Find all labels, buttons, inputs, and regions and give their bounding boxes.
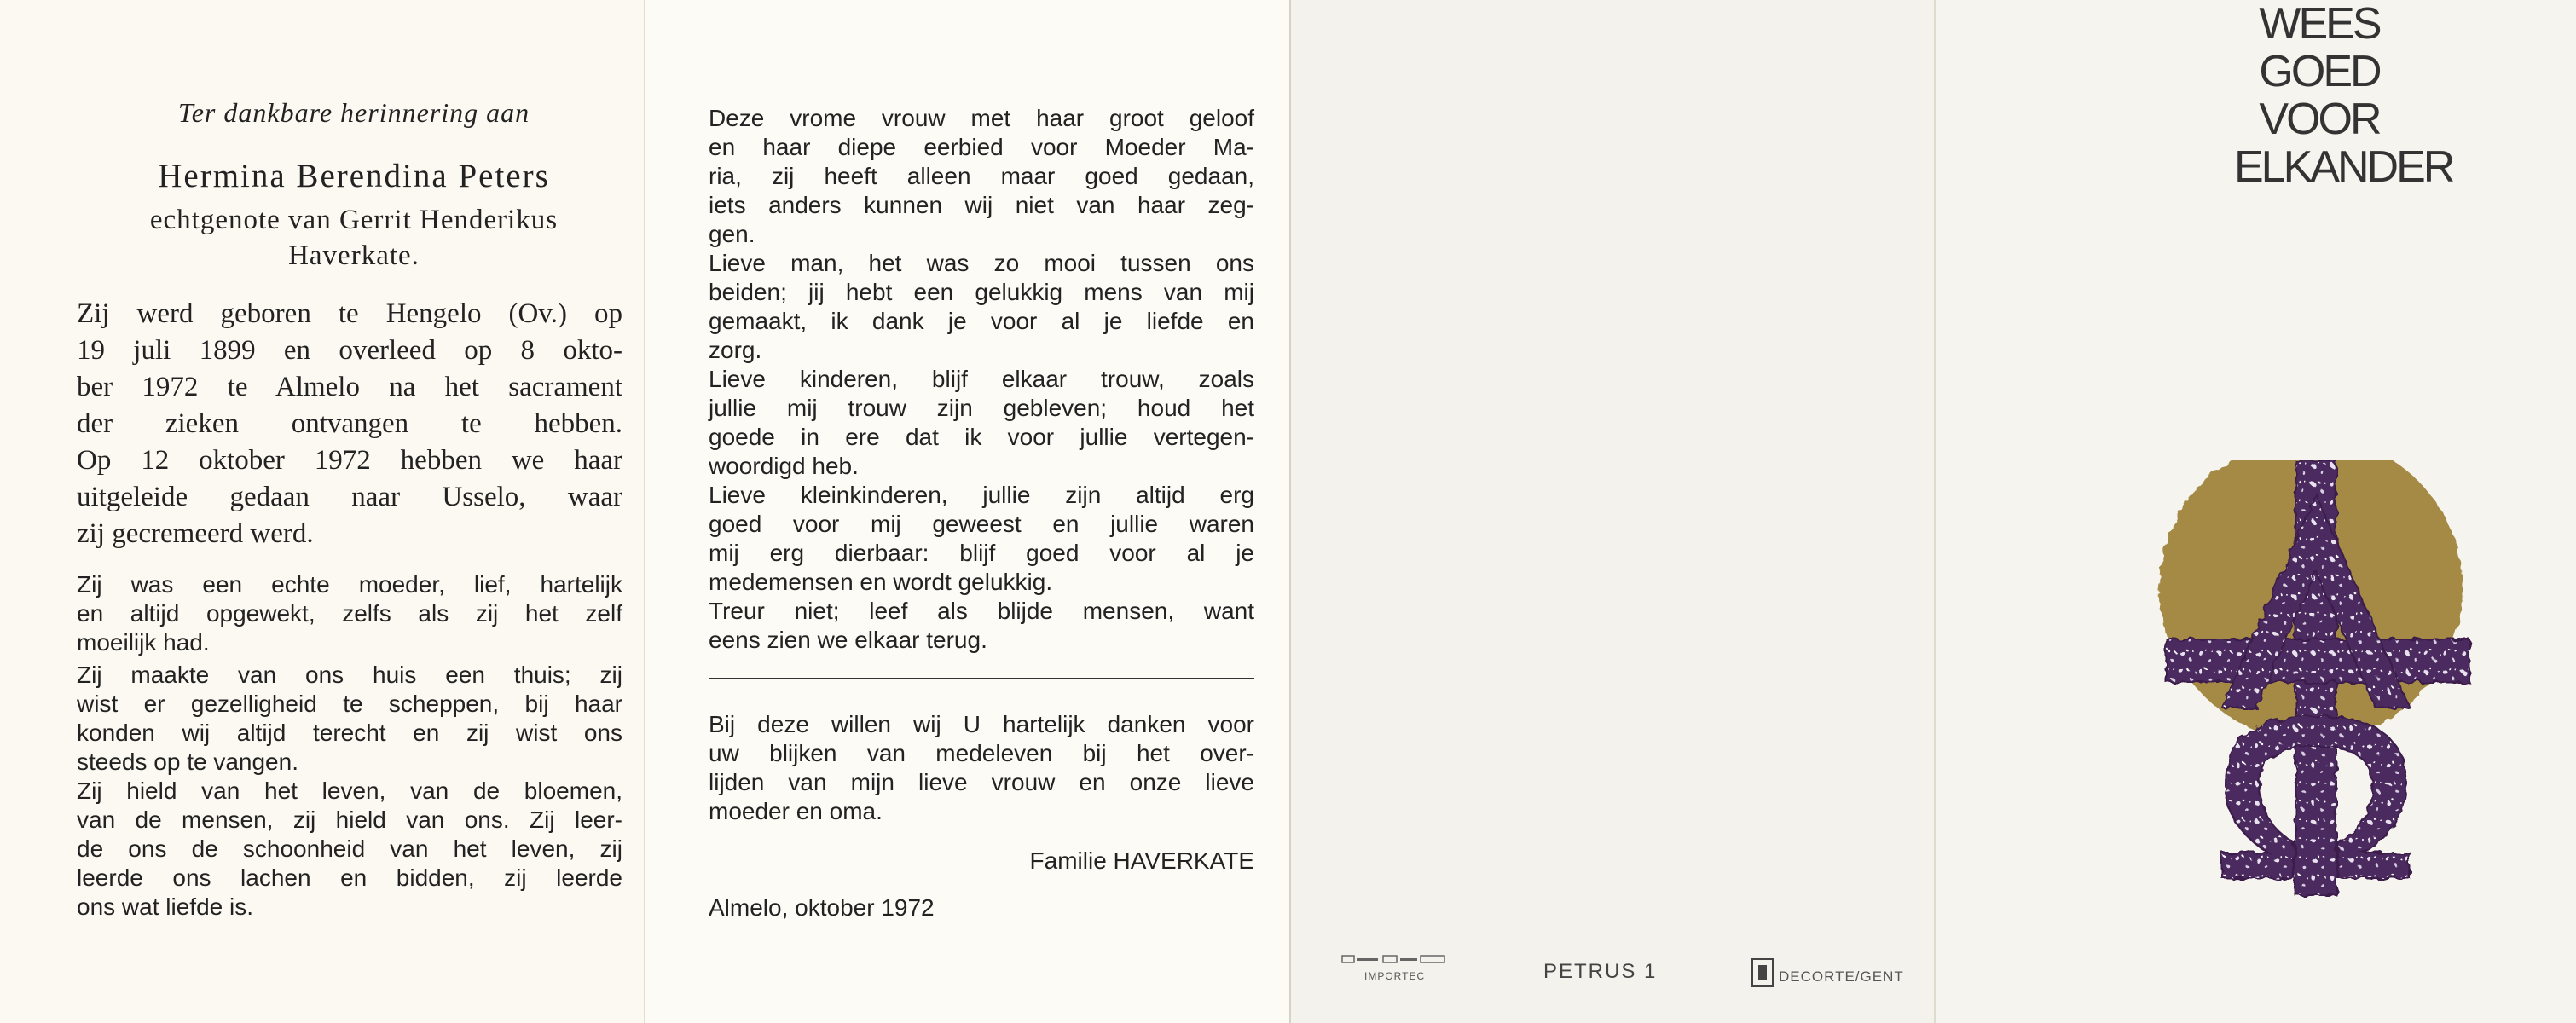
text-line: goed voor mij geweest en jullie waren [709,511,1254,537]
text-line: van de mensen, zij hield van ons. Zij leer- [77,806,622,833]
text-line: ria, zij heeft alleen maar goed gedaan, [709,163,1254,189]
bio-line: uitgeleide gedaan naar Usselo, waar [77,482,622,512]
publisher-logo [1339,953,1458,987]
text-line: Deze vrome vrouw met haar groot geloof [709,105,1254,131]
text-line: zorg. [709,337,762,363]
text-line: iets anders kunnen wij niet van haar zeg- [709,192,1254,218]
thanks-line: moeder en oma. [709,798,883,824]
printer-name: DECORTE/GENT [1779,968,1904,985]
bio-line: 19 juli 1899 en overleed op 8 okto- [77,335,622,366]
card-panel-left [0,0,644,1023]
text-line: de ons de schoonheid van het leven, zij [77,835,622,862]
thanks-line: uw blijken van medeleven bij het over- [709,740,1254,766]
card-panel-middle [644,0,1289,1023]
publisher-logo-icon [1339,953,1458,967]
text-line: en altijd opgewekt, zelfs als zij het zelf [77,600,622,627]
text-line: steeds op te vangen. [77,748,298,775]
motto [2234,0,2453,192]
text-line: jullie mij trouw zijn gebleven; houd het [709,395,1254,421]
text-line: wist er gezelligheid te scheppen, bij haar [77,691,622,717]
family-signature: Familie HAVERKATE [1029,847,1254,874]
text-line: Zij maakte van ons huis een thuis; zij [77,662,622,688]
motto-line: GOED [2259,47,2380,96]
place-date: Almelo, oktober 1972 [709,894,935,921]
text-line: Zij was een echte moeder, lief, hartelijk [77,571,622,598]
series-label: PETRUS 1 [1543,960,1658,983]
motto-line: ELKANDER [2234,142,2453,192]
text-line: en haar diepe eerbied voor Moeder Ma- [709,134,1254,160]
text-line: goede in ere dat ik voor jullie vertegen- [709,424,1254,450]
text-line: Lieve kinderen, blijf elkaar trouw, zoals [709,366,1254,392]
motto-line: VOOR [2259,95,2380,144]
text-line: eens zien we elkaar terug. [709,627,987,653]
memorial-header: Ter dankbare herinnering aan [177,97,530,128]
text-line: Lieve man, het was zo mooi tussen ons [709,250,1254,276]
text-line: Treur niet; leef als blijde mensen, want [709,598,1254,624]
motto-line: WEES [2259,0,2380,49]
text-line: leerde ons lachen en bidden, zij leerde [77,864,622,891]
text-line: beiden; jij hebt een gelukkig mens van mij [709,279,1254,305]
text-line: moeilijk had. [77,629,210,656]
bio-line: der zieken ontvangen te hebben. [77,408,622,439]
cross-horizontal [2166,639,2469,682]
text-line: gemaakt, ik dank je voor al je liefde en [709,308,1254,334]
printer-logo-icon [1751,958,1774,987]
bio-line: Zij werd geboren te Hengelo (Ov.) op [77,298,622,329]
text-line: woordigd heb. [709,453,859,479]
text-line: medemensen en wordt gelukkig. [709,569,1053,595]
publisher-name: IMPORTEC [1364,970,1426,982]
bio-line: zij gecremeerd werd. [77,518,314,549]
deceased-name: Hermina Berendina Peters [158,158,550,194]
thanks-line: lijden van mijn lieve vrouw en onze lieve [709,769,1254,795]
text-line: gen. [709,221,755,247]
text-line: konden wij altijd terecht en zij wist ons [77,720,622,746]
card-panel-back [1289,0,1934,1023]
bio-line: ber 1972 te Almelo na het sacrament [77,372,622,402]
bio-line: Op 12 oktober 1972 hebben we haar [77,445,622,476]
text-line: Zij hield van het leven, van de bloemen, [77,777,622,804]
text-line: Lieve kleinkinderen, jullie zijn altijd erg [709,482,1254,508]
spouse-line: echtgenote van Gerrit Henderikus [149,205,559,235]
thanks-line: Bij deze willen wij U hartelijk danken voor [709,711,1254,737]
text-line: ons wat liefde is. [77,893,253,920]
divider [709,678,1254,679]
text-line: mij erg dierbaar: blijf goed voor al je [709,540,1254,566]
spouse-line: Haverkate. [288,240,420,271]
cross-alpha-omega-icon [2140,460,2498,904]
